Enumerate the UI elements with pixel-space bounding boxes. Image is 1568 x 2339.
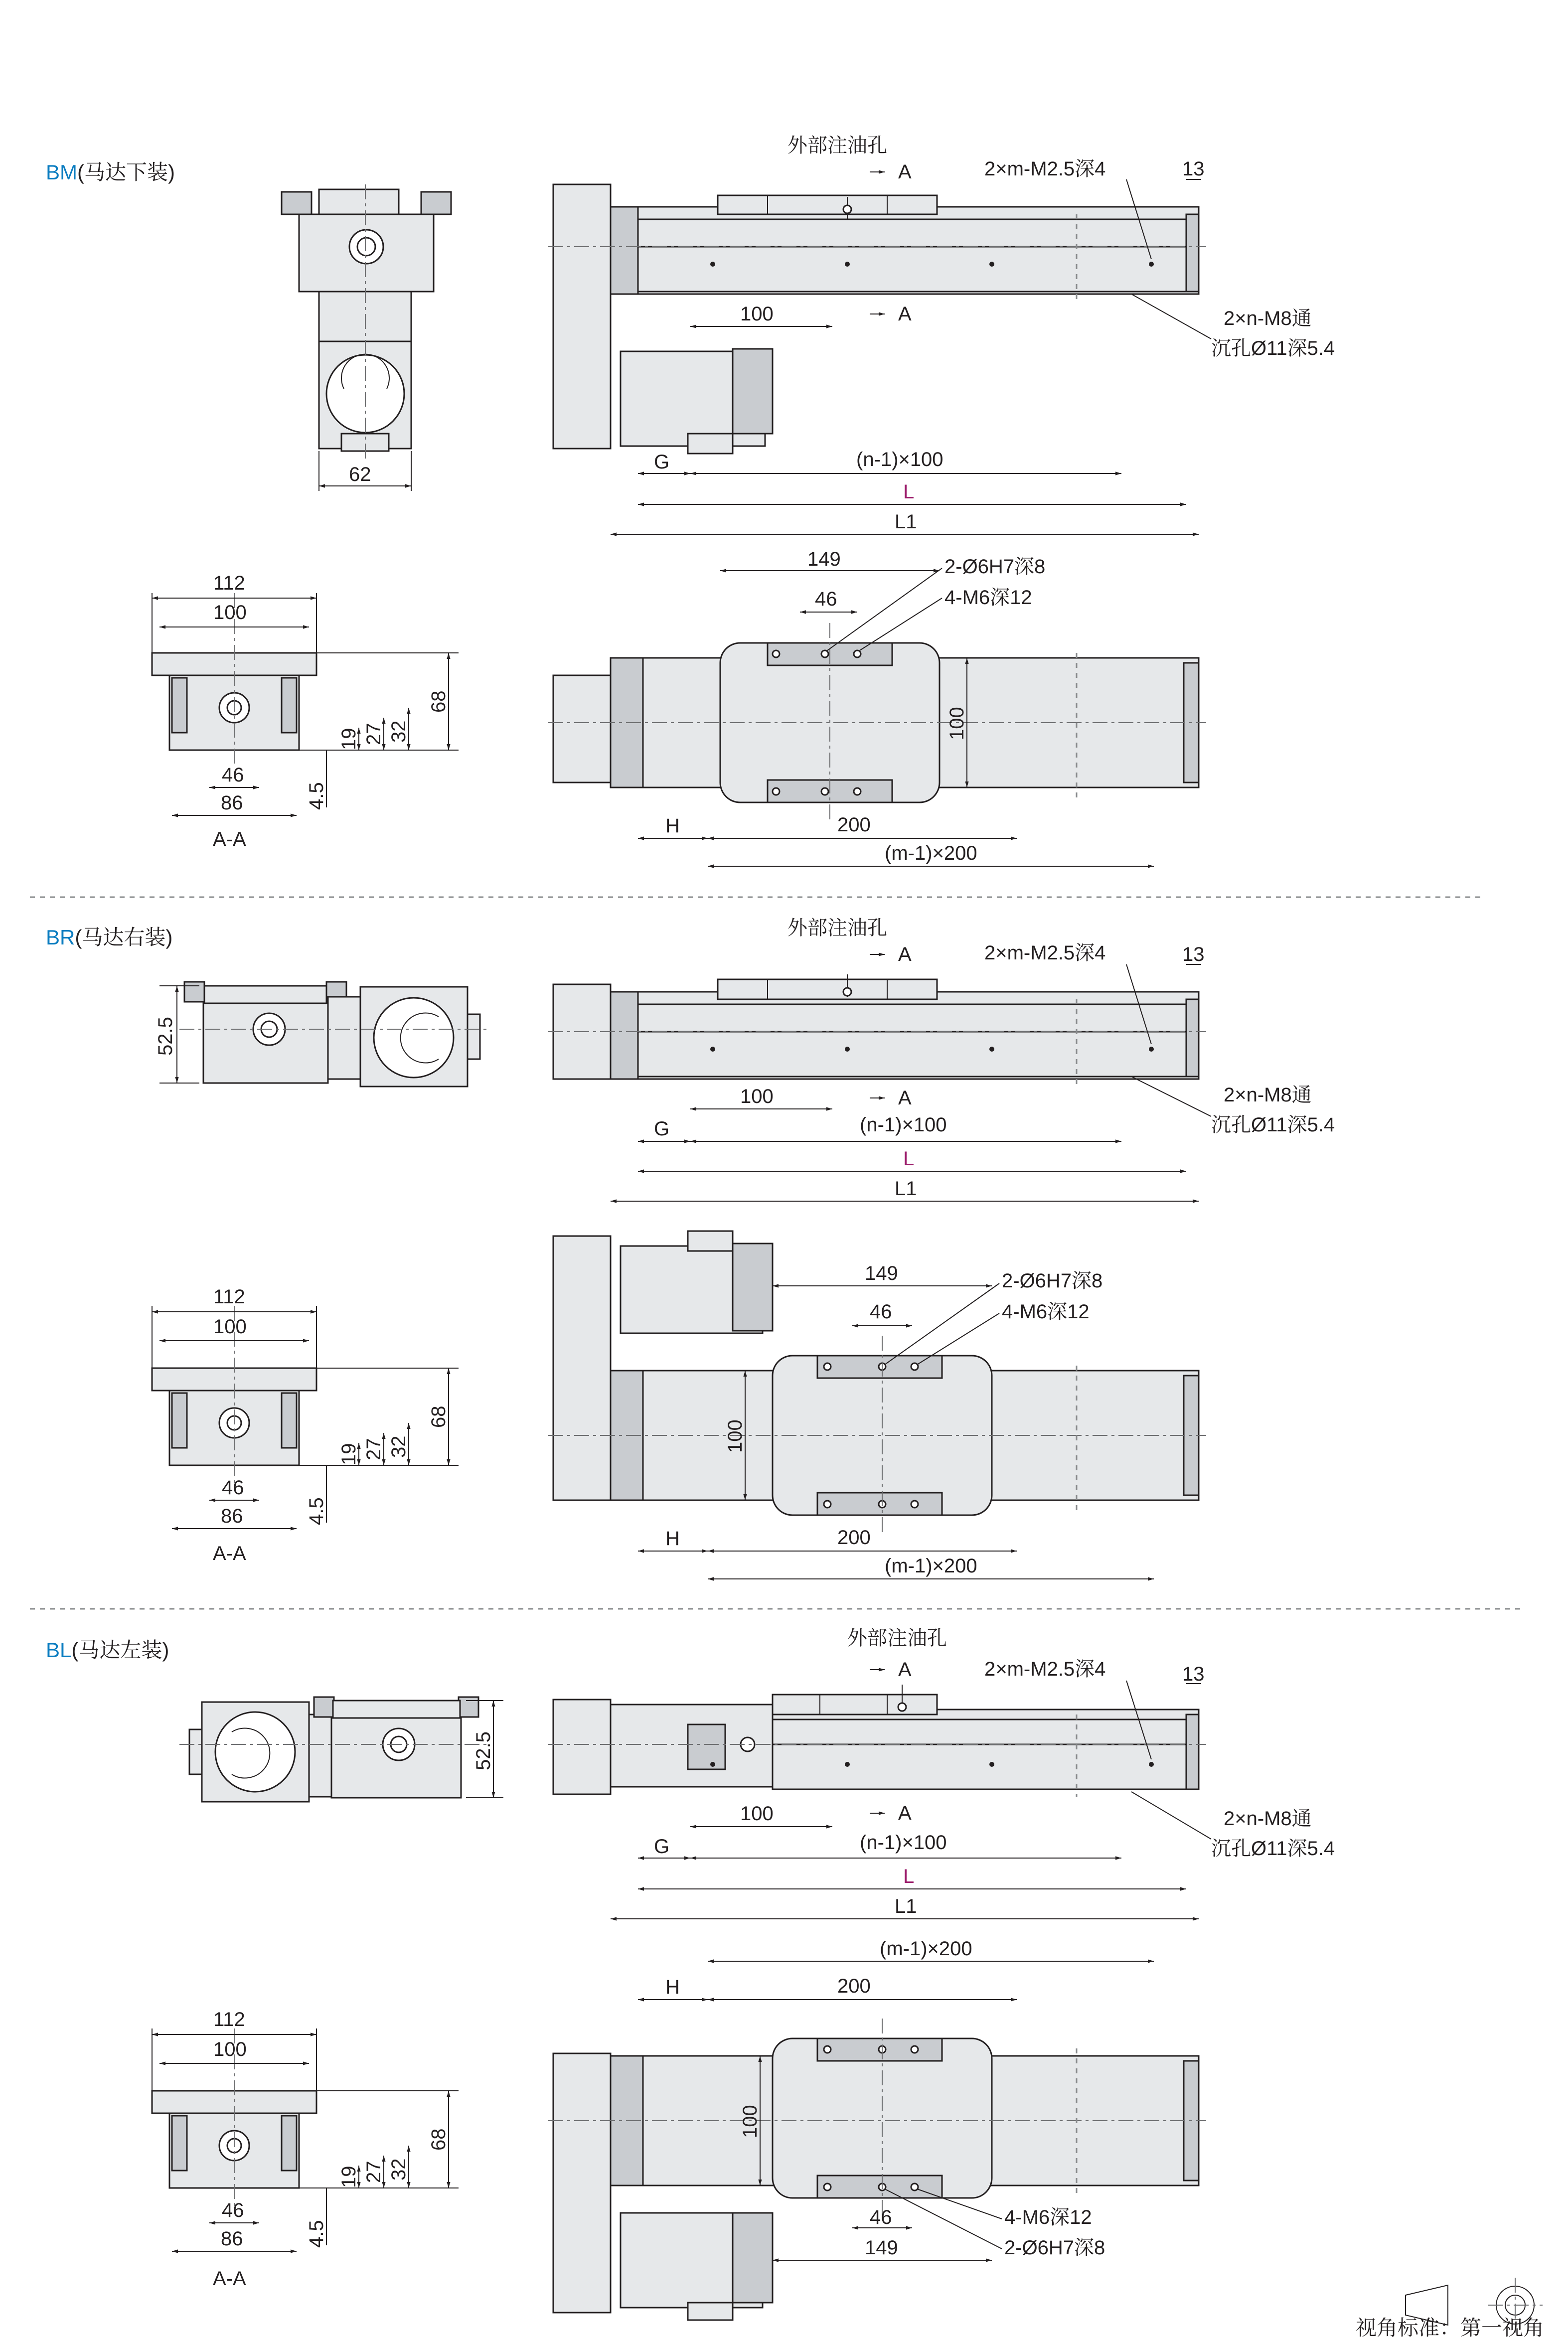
bm-m8-label-2: 沉孔Ø11深5.4: [1211, 337, 1335, 359]
bm-m25-label: 2×m-M2.5深4: [984, 158, 1106, 180]
bm-aa-19: 19: [338, 728, 360, 750]
bl-aa-46: 46: [222, 2199, 244, 2221]
bl-aa-27: 27: [363, 2161, 385, 2183]
bl-m1-label: (m-1)×200: [880, 1938, 972, 1960]
bl-sec-a-top: A: [898, 1659, 912, 1681]
bm-side-view: [282, 184, 451, 491]
br-dim-200: 200: [837, 1527, 871, 1549]
bl-top-view: [548, 1938, 1206, 2320]
bl-h-label: H: [665, 1976, 680, 1998]
br-dim-149: 149: [865, 1262, 898, 1284]
br-m6-label: 4-M6深12: [1002, 1301, 1090, 1323]
bm-m6-label: 4-M6深12: [944, 587, 1032, 609]
bl-oil-label: 外部注油孔: [847, 1627, 947, 1649]
section-bm: [46, 135, 1335, 866]
bm-dim-200: 200: [837, 814, 871, 836]
br-side-view: [155, 982, 488, 1087]
bl-section-aa: [152, 2009, 459, 2290]
br-aa-19: 19: [338, 1443, 360, 1465]
bl-dim-13: 13: [1182, 1663, 1205, 1685]
section-title-bl: BL(马达左装): [46, 1638, 169, 1662]
bm-phi6-label: 2-Ø6H7深8: [944, 556, 1046, 578]
br-m25-label: 2×m-M2.5深4: [984, 942, 1106, 964]
br-dim-525: 52.5: [155, 1017, 176, 1056]
bm-dim-100v: 100: [946, 707, 968, 740]
br-top-view: [548, 1231, 1206, 1579]
br-m8-label-1: 2×n-M8通: [1224, 1084, 1312, 1106]
br-dim-100v: 100: [724, 1419, 746, 1453]
bm-sec-a-top: A: [898, 161, 912, 183]
bm-dim-100: 100: [740, 303, 774, 325]
bm-dim-46: 46: [815, 588, 837, 610]
bl-aa-32: 32: [388, 2158, 410, 2181]
bm-aa-112: 112: [213, 572, 245, 594]
br-aa-27: 27: [363, 1438, 385, 1460]
bm-n1-label: (n-1)×100: [856, 449, 943, 470]
bm-top-view: [548, 548, 1206, 866]
bm-aa-27: 27: [363, 723, 385, 745]
bm-g-label: G: [654, 451, 670, 473]
section-title-br: BR(马达右装): [46, 926, 173, 949]
bm-m1-label: (m-1)×200: [885, 842, 977, 864]
br-l1-label: L1: [895, 1178, 917, 1200]
br-aa-32: 32: [388, 1435, 410, 1458]
bl-m6-label: 4-M6深12: [1004, 2206, 1092, 2228]
br-sec-a-top: A: [898, 943, 912, 965]
bl-aa-100: 100: [213, 2038, 247, 2060]
br-aa-100: 100: [213, 1316, 247, 1338]
bl-l1-label: L1: [895, 1895, 917, 1917]
bl-l-label: L: [903, 1866, 915, 1887]
br-aa-46: 46: [222, 1477, 244, 1499]
bl-dim-100: 100: [740, 1803, 774, 1825]
section-title-bm: BM(马达下装): [46, 160, 175, 184]
br-section-aa: [152, 1286, 459, 1564]
bm-dim-149: 149: [807, 548, 841, 570]
bm-aa-32: 32: [388, 720, 410, 743]
br-aa-112: 112: [213, 1286, 245, 1308]
bl-dim-149: 149: [865, 2237, 898, 2259]
bl-dim-525: 52.5: [472, 1731, 494, 1770]
bl-m25-label: 2×m-M2.5深4: [984, 1658, 1106, 1680]
bm-l1-label: L1: [895, 511, 917, 533]
br-aa-45: 4.5: [306, 1497, 327, 1525]
bl-m8-label-1: 2×n-M8通: [1224, 1808, 1312, 1830]
bm-dim-13: 13: [1182, 158, 1205, 180]
br-phi6-label: 2-Ø6H7深8: [1002, 1270, 1103, 1292]
br-aa-86: 86: [221, 1505, 243, 1527]
bl-aa-45: 4.5: [306, 2220, 327, 2248]
section-br: [46, 917, 1335, 1579]
bm-aa-45: 4.5: [306, 782, 327, 810]
bm-front-view: [548, 135, 1335, 534]
bl-m8-label-2: 沉孔Ø11深5.4: [1211, 1838, 1335, 1860]
br-h-label: H: [665, 1528, 680, 1550]
bl-dim-46: 46: [870, 2206, 892, 2228]
bl-aa-112: 112: [213, 2009, 245, 2030]
br-g-label: G: [654, 1118, 670, 1140]
bl-front-view: [548, 1627, 1335, 1919]
bl-aa-19: 19: [338, 2166, 360, 2188]
bl-aa-label: A-A: [213, 2268, 246, 2290]
br-m1-label: (m-1)×200: [885, 1555, 977, 1577]
bl-phi6-label: 2-Ø6H7深8: [1004, 2237, 1105, 2259]
bl-dim-200: 200: [837, 1975, 871, 1997]
bm-sec-a-bottom: A: [898, 303, 912, 325]
br-dim-13: 13: [1182, 943, 1205, 965]
bm-aa-label: A-A: [213, 828, 246, 850]
bl-dim-100v: 100: [739, 2105, 761, 2138]
br-dim-100: 100: [740, 1086, 774, 1107]
br-sec-a-bottom: A: [898, 1087, 912, 1109]
bm-section-aa: [152, 572, 459, 850]
br-l-label: L: [903, 1148, 915, 1170]
bm-oil-label: 外部注油孔: [787, 135, 887, 156]
bl-side-view: [179, 1697, 503, 1802]
br-aa-68: 68: [428, 1405, 450, 1428]
bm-aa-46: 46: [222, 764, 244, 786]
bm-h-label: H: [665, 815, 680, 837]
br-aa-label: A-A: [213, 1543, 246, 1564]
bl-n1-label: (n-1)×100: [860, 1832, 947, 1854]
bl-aa-86: 86: [221, 2228, 243, 2250]
bm-dim-62: 62: [349, 464, 371, 485]
bm-aa-68: 68: [428, 690, 450, 713]
br-dim-46: 46: [870, 1301, 892, 1323]
br-oil-label: 外部注油孔: [787, 917, 887, 939]
section-bl: [46, 1627, 1335, 2320]
br-n1-label: (n-1)×100: [860, 1114, 947, 1136]
bl-sec-a-bottom: A: [898, 1802, 912, 1824]
bm-m8-label-1: 2×n-M8通: [1224, 308, 1312, 329]
bl-g-label: G: [654, 1836, 670, 1858]
br-m8-label-2: 沉孔Ø11深5.4: [1211, 1114, 1335, 1136]
bm-aa-86: 86: [221, 792, 243, 814]
projection-label: 视角标准：第一视角: [1356, 2316, 1545, 2339]
br-front-view: [548, 917, 1335, 1201]
bm-l-label: L: [903, 481, 915, 503]
bl-aa-68: 68: [428, 2128, 450, 2151]
bm-aa-100: 100: [213, 602, 247, 624]
